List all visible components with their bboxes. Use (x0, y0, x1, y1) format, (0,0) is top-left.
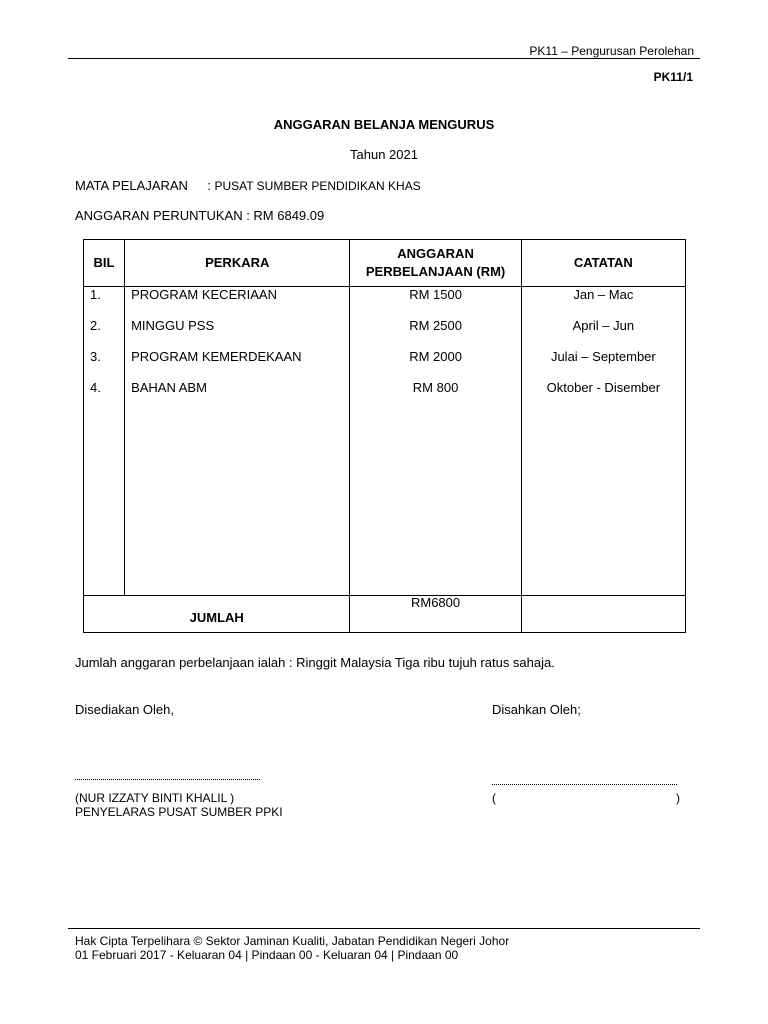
catatan-column (521, 287, 685, 596)
table-cell-anggaran: RM 1500 (409, 287, 462, 302)
footer-copyright: Hak Cipta Terpelihara © Sektor Jaminan Kualiti, Jabatan Pendidikan Negeri Johor (75, 934, 510, 948)
subject-label: MATA PELAJARAN (75, 178, 188, 193)
approved-name-open: ( (492, 791, 496, 805)
table-header-row (84, 240, 686, 287)
header-catatan: CATATAN (521, 240, 685, 287)
table-cell-perkara: BAHAN ABM (131, 380, 207, 395)
table-cell-catatan: Julai – September (550, 349, 656, 364)
header-anggaran-line2: PERBELANJAAN (RM) (365, 264, 506, 279)
budget-allocation: ANGGARAN PERUNTUKAN : RM 6849.09 (75, 208, 325, 223)
footer-revision: 01 Februari 2017 - Keluaran 04 | Pindaan 00 - Keluaran 04 | Pindaan 00 (75, 948, 459, 962)
table-cell-perkara: MINGGU PSS (131, 318, 215, 333)
total-row (84, 596, 686, 633)
prepared-by-label: Disediakan Oleh, (75, 702, 174, 717)
bil-column (84, 287, 125, 596)
document-title: ANGGARAN BELANJA MENGURUS (273, 117, 495, 132)
header-anggaran-line1: ANGGARAN (397, 246, 474, 261)
prepared-by-position: PENYELARAS PUSAT SUMBER PPKI (75, 805, 283, 819)
anggaran-column (350, 287, 521, 596)
table-cell-perkara: PROGRAM KECERIAAN (131, 287, 277, 302)
subject-value: PUSAT SUMBER PENDIDIKAN KHAS (214, 179, 421, 193)
table-cell-anggaran: RM 800 (412, 380, 459, 395)
header-perkara: PERKARA (125, 240, 350, 287)
total-note (521, 596, 685, 633)
table-cell-catatan: Jan – Mac (573, 287, 634, 302)
table-body-row (84, 287, 686, 596)
perkara-column (125, 287, 350, 596)
approved-name-close: ) (676, 791, 680, 805)
header-bil: BIL (84, 240, 125, 287)
header-anggaran (350, 240, 521, 287)
subject-line (75, 178, 421, 193)
header-divider (68, 58, 700, 59)
footer-divider (68, 928, 700, 929)
document-year: Tahun 2021 (350, 147, 418, 162)
total-label: JUMLAH (84, 596, 350, 633)
table-cell-bil: 2. (90, 318, 101, 333)
total-value: RM6800 (350, 596, 521, 633)
header-text: PK11 – Pengurusan Perolehan (529, 44, 694, 58)
table-cell-bil: 3. (90, 349, 101, 364)
approved-by-label: Disahkan Oleh; (492, 702, 581, 717)
table-cell-anggaran: RM 2500 (409, 318, 462, 333)
prepared-by-name: (NUR IZZATY BINTI KHALIL ) (75, 791, 235, 805)
budget-table (83, 239, 686, 633)
table-cell-catatan: April – Jun (572, 318, 635, 333)
prepared-signature-line (75, 779, 260, 780)
table-cell-perkara: PROGRAM KEMERDEKAAN (131, 349, 302, 364)
table-cell-anggaran: RM 2000 (409, 349, 462, 364)
approved-signature-line (492, 784, 677, 785)
subject-separator: : (207, 178, 211, 193)
total-in-words: Jumlah anggaran perbelanjaan ialah : Ringgit Malaysia Tiga ribu tujuh ratus sahaja. (75, 655, 555, 670)
table-cell-bil: 1. (90, 287, 101, 302)
table-cell-catatan: Oktober - Disember (546, 380, 661, 395)
form-code: PK11/1 (653, 70, 693, 84)
table-cell-bil: 4. (90, 380, 101, 395)
